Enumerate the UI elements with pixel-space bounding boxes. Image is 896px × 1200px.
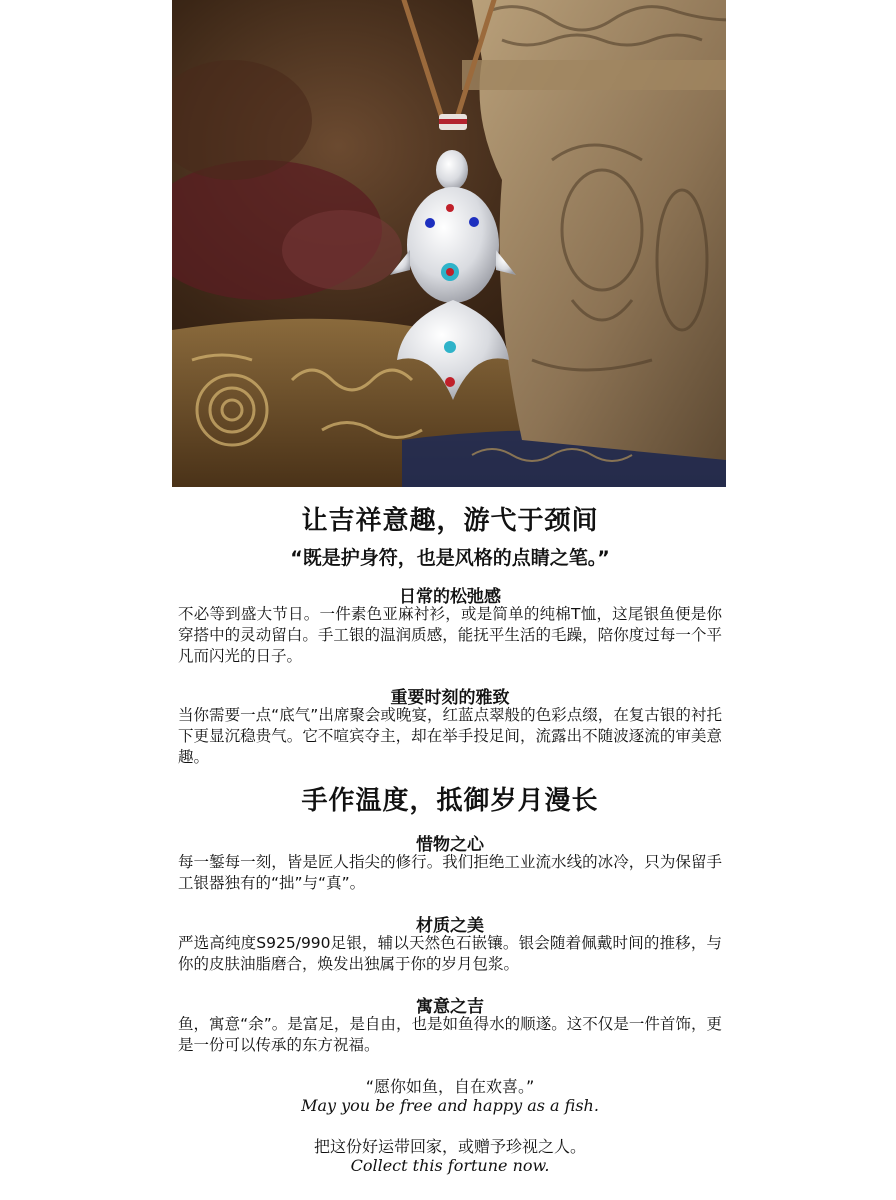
block-title-occasion: 重要时刻的雅致	[390, 688, 510, 708]
block-text-material: 严选高纯度S925/990足银，辅以天然色石嵌镶。银会随着佩戴时间的推移，与你的皮肤油脂磨合，焕发出独属于你的岁月包浆。	[178, 934, 722, 973]
block-text-meaning: 鱼，寓意“余”。是富足，是自由，也是如鱼得水的顺遂。这不仅是一件首饰，更是一份可以传承的东方祝福。	[178, 1015, 722, 1054]
closing-wish-en: May you be free and happy as a fish.	[301, 1096, 599, 1115]
block-title-care: 惜物之心	[416, 835, 484, 855]
block-text-care: 每一錾每一刻，皆是匠人指尖的修行。我们拒绝工业流水线的冰冷，只为保留手工银器独有的“拙”与“真”。	[178, 853, 722, 892]
section1-quote: “既是护身符，也是风格的点睛之笔。”	[290, 547, 610, 569]
closing-cta-en: Collect this fortune now.	[350, 1156, 550, 1175]
hero-photo	[172, 0, 726, 487]
block-title-meaning: 寓意之吉	[416, 997, 484, 1017]
block-title-daily: 日常的松弛感	[399, 587, 501, 607]
section2-heading: 手作温度，抵御岁月漫长	[301, 786, 599, 816]
block-text-daily: 不必等到盛大节日。一件素色亚麻衬衫，或是简单的纯棉T恤，这尾银鱼便是你穿搭中的灵动留白。手工银的温润质感，能抚平生活的毛躁，陪你度过每一个平凡而闪光的日子。	[178, 605, 722, 665]
closing-wish-cn: “愿你如鱼，自在欢喜。”	[365, 1077, 535, 1096]
closing-cta-cn: 把这份好运带回家，或赠予珍视之人。	[313, 1137, 586, 1156]
section1-heading: 让吉祥意趣，游弋于颈间	[301, 506, 599, 536]
block-title-material: 材质之美	[416, 916, 484, 936]
block-text-occasion: 当你需要一点“底气”出席聚会或晚宴，红蓝点翠般的色彩点缀，在复古银的衬托下更显沉稳贵气。它不喧宾夺主，却在举手投足间，流露出不随波逐流的审美意趣。	[178, 706, 722, 766]
